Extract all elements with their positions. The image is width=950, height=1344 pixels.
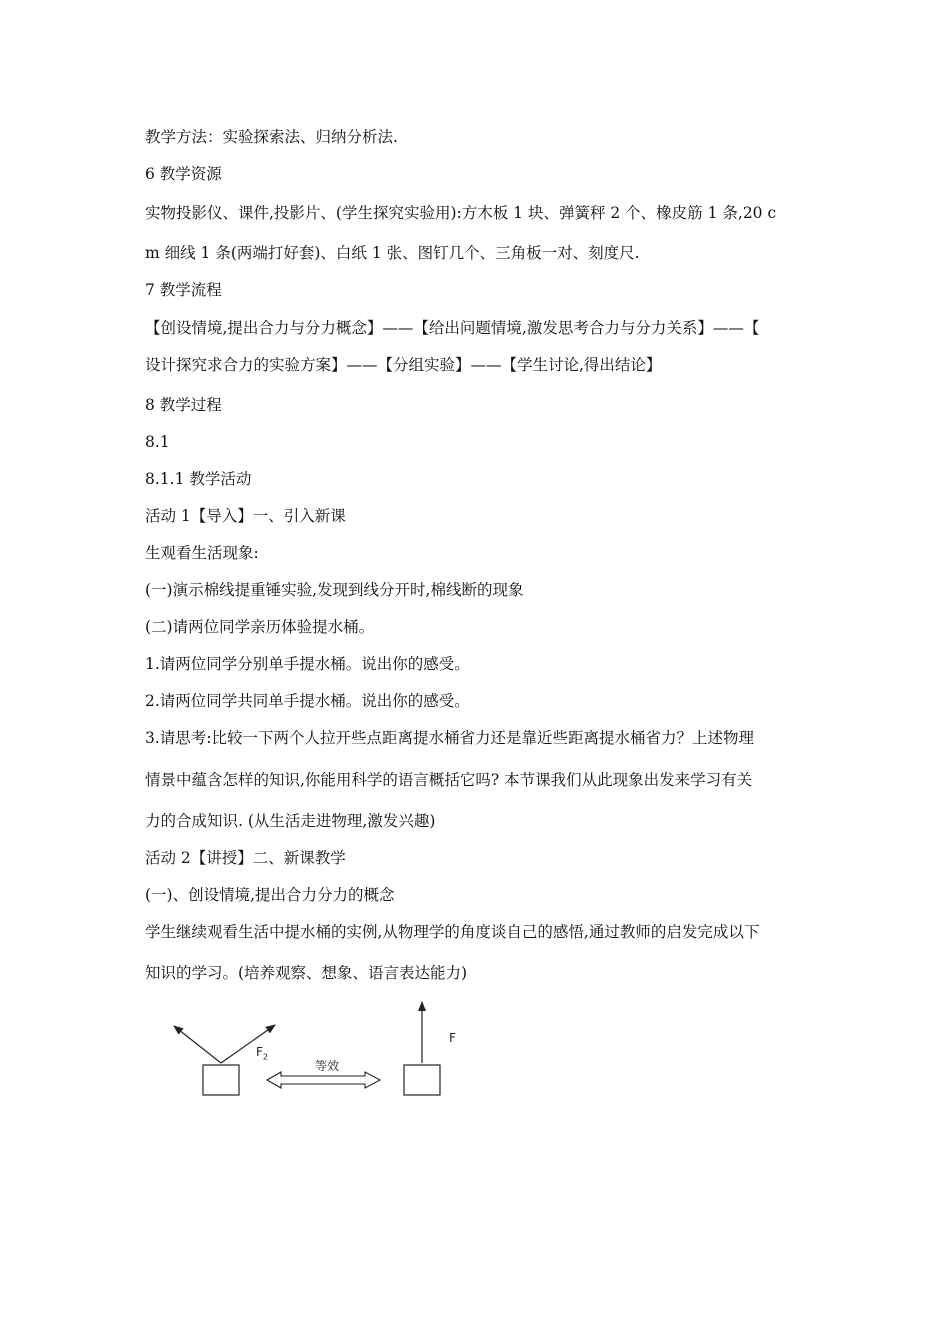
text-line: 设计探究求合力的实验方案】——【分组实验】——【学生讨论,得出结论】 [145,356,662,374]
force-diagram [160,995,480,1105]
section-heading: 8.1.1 教学活动 [145,470,252,488]
equivalence-double-arrow [267,1072,380,1088]
right-box [404,1065,440,1095]
text-line: (二)请两位同学亲历体验提水桶。 [145,618,375,636]
text-line: 生观看生活现象: [145,544,259,562]
text-line: 力的合成知识. (从生活走进物理,激发兴趣) [145,812,436,830]
force-equivalence-figure [160,995,480,1105]
section-heading: 6 教学资源 [145,165,222,183]
text-line: 教学方法：实验探索法、归纳分析法. [145,128,398,146]
text-line: (一)演示棉线提重锤实验,发现到线分开时,棉线断的现象 [145,581,524,599]
text-line: 活动 2【讲授】二、新课教学 [145,849,346,867]
text-line: (一)、创设情境,提出合力分力的概念 [145,886,395,904]
text-line: 活动 1【导入】一、引入新课 [145,507,346,525]
label-f2: $F_2$ [256,1045,268,1062]
text-line: 知识的学习。(培养观察、想象、语言表达能力) [145,964,468,982]
label-equivalent: 等效 [315,1059,340,1073]
text-line: 2.请两位同学共同单手提水桶。说出你的感受。 [145,692,470,710]
text-line: 【创设情境,提出合力与分力概念】——【给出问题情境,激发思考合力与分力关系】——【 [145,319,760,337]
text-line: m 细线 1 条(两端打好套)、白纸 1 张、图钉几个、三角板一对、刻度尺. [145,244,640,262]
force-f1-arrow [174,1026,221,1063]
left-box [203,1065,239,1095]
section-heading: 8.1 [145,433,170,451]
text-line: 情景中蕴含怎样的知识,你能用科学的语言概括它吗? 本节课我们从此现象出发来学习有关 [145,771,753,789]
text-line: 学生继续观看生活中提水桶的实例,从物理学的角度谈自己的感悟,通过教师的启发完成以下 [145,923,760,941]
label-f: F [449,1031,456,1045]
text-line: 实物投影仪、课件,投影片、(学生探究实验用):方木板 1 块、弹簧秤 2 个、橡皮筋 1 条,20 c [145,204,777,222]
section-heading: 8 教学过程 [145,396,222,414]
section-heading: 7 教学流程 [145,281,222,299]
text-line: 1.请两位同学分别单手提水桶。说出你的感受。 [145,655,470,673]
text-line: 3.请思考:比较一下两个人拉开些点距离提水桶省力还是靠近些距离提水桶省力？上述物理 [145,729,755,747]
